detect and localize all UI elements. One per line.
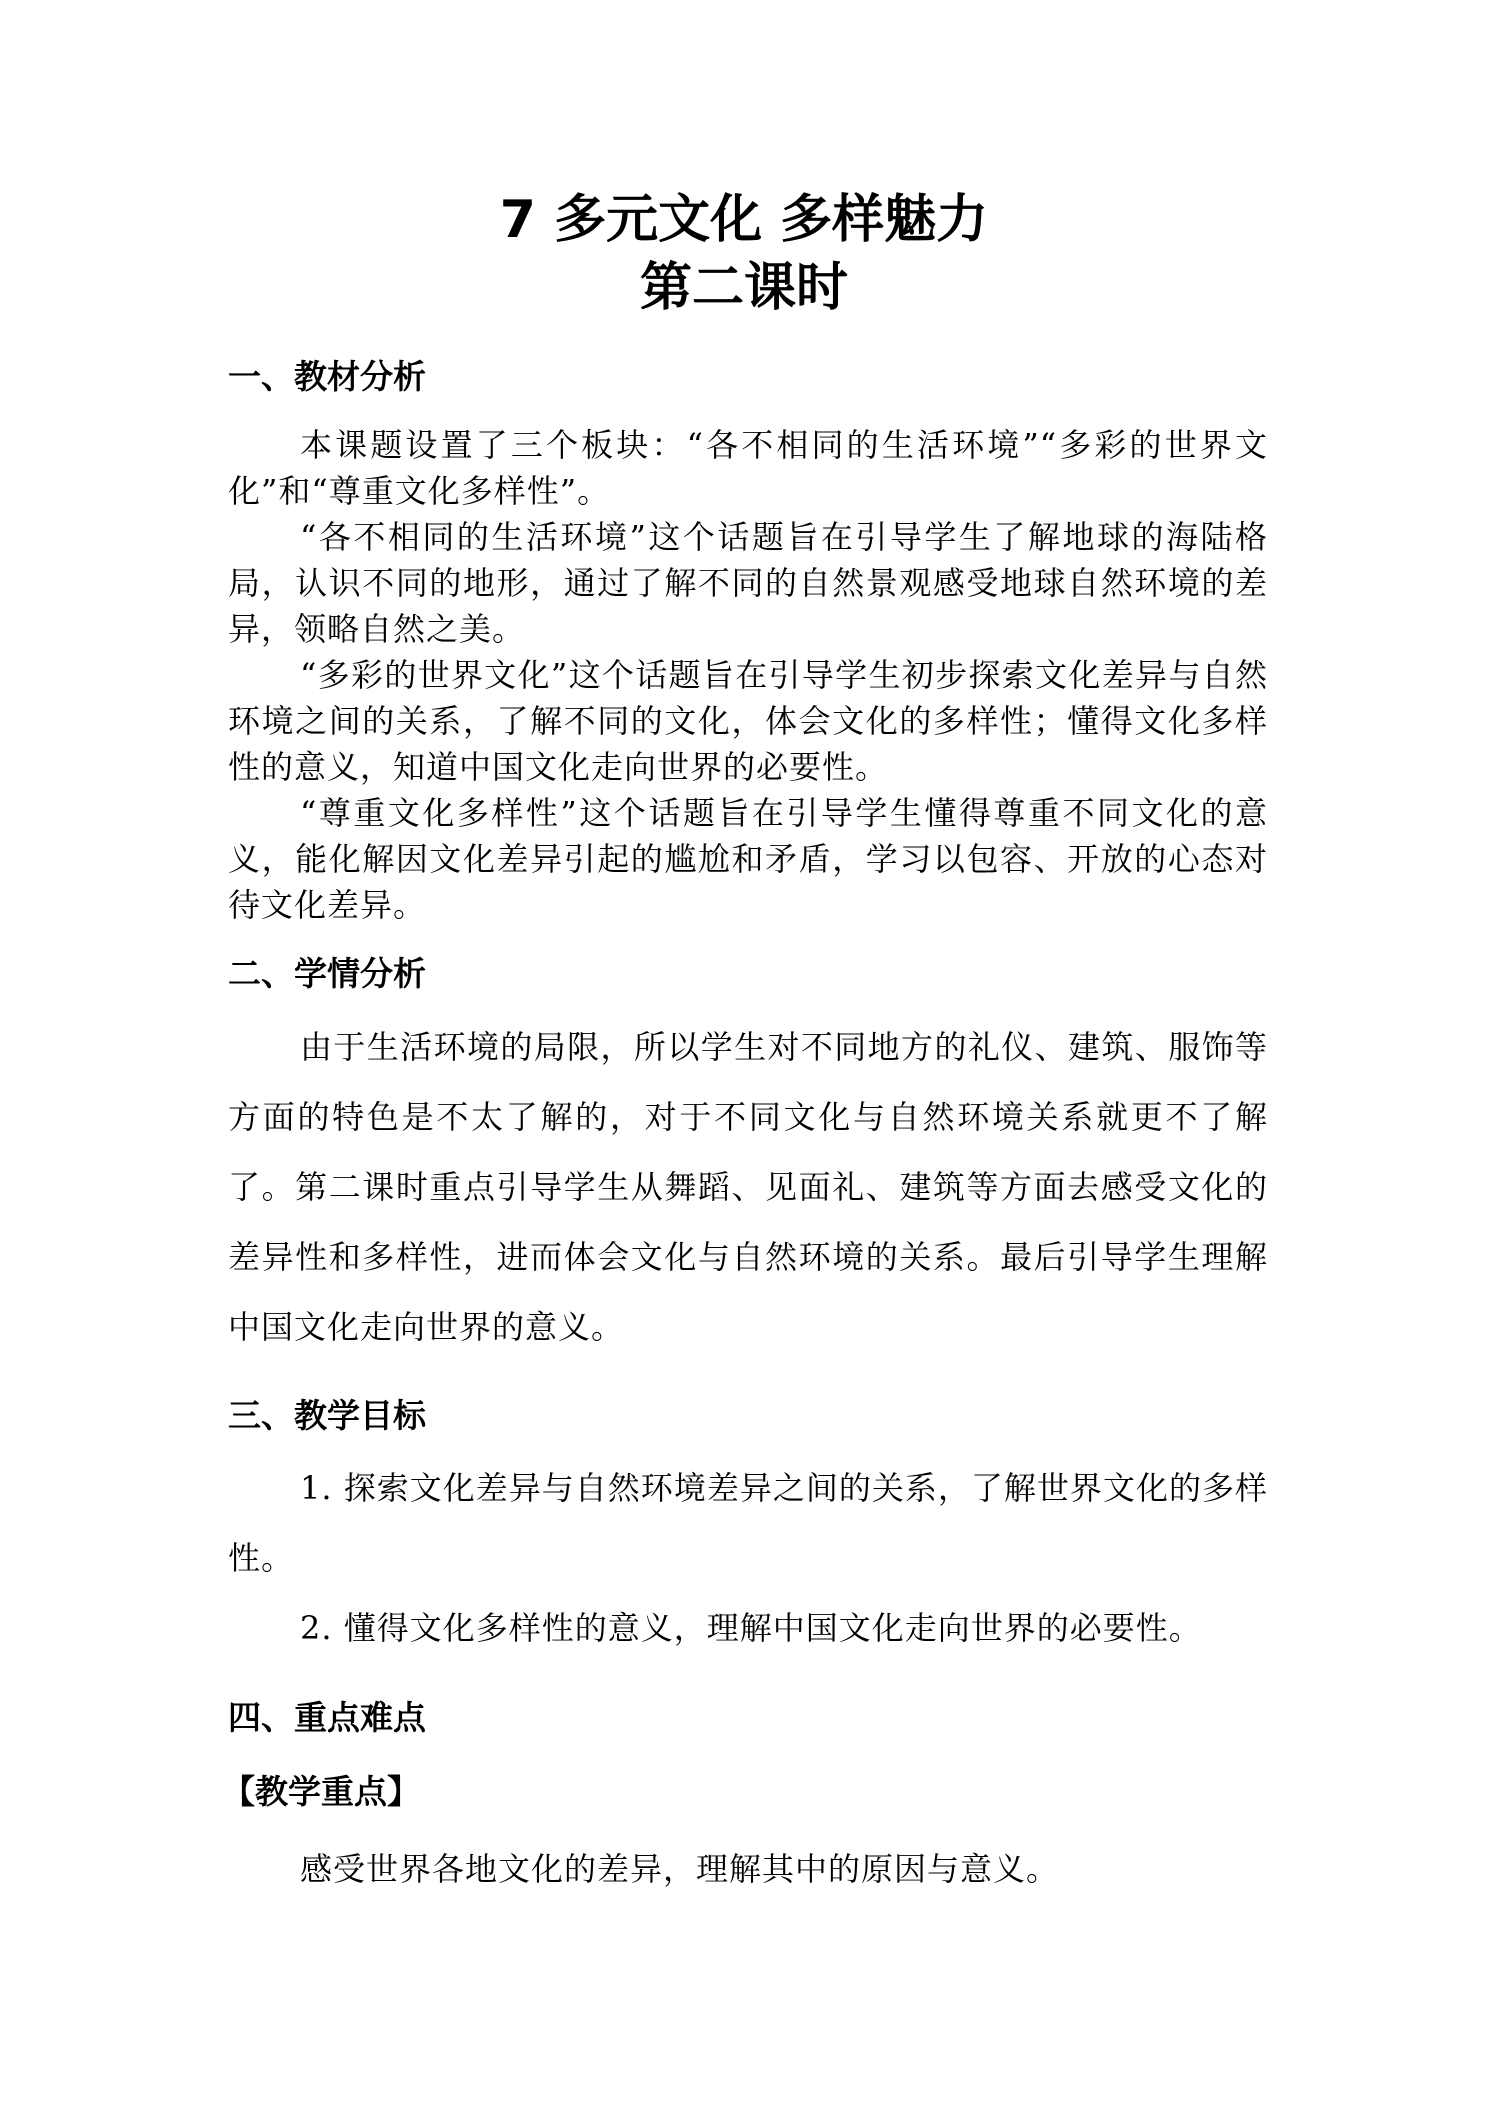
paragraph: 由于生活环境的局限，所以学生对不同地方的礼仪、建筑、服饰等方面的特色是不太了解的，对于不同文化与自然环境关系就更不了解了。第二课时重点引导学生从舞蹈、见面礼、建筑等方面去感受文化的差异性和多样性，进而体会文化与自然环境的关系。最后引导学生理解中国文化走向世界的意义。 xyxy=(228,1028,1268,1346)
lesson-subtitle: 第二课时 xyxy=(639,258,848,318)
subheading-teaching-focus: 【教学重点】 xyxy=(222,1772,420,1811)
textbook-analysis-body xyxy=(228,422,1268,928)
teaching-goals-body xyxy=(228,1453,1268,1663)
section-heading-learner-analysis: 二、学情分析 xyxy=(228,954,426,993)
paragraph: “尊重文化多样性”这个话题旨在引导学生懂得尊重不同文化的意义，能化解因文化差异引起的尴尬和矛盾，学习以包容、开放的心态对待文化差异。 xyxy=(228,794,1268,924)
learner-analysis-body xyxy=(228,1012,1268,1362)
teaching-focus-text: 感受世界各地文化的差异，理解其中的原因与意义。 xyxy=(300,1850,1060,1888)
paragraph: “各不相同的生活环境”这个话题旨在引导学生了解地球的海陆格局，认识不同的地形，通过了解不同的自然景观感受地球自然环境的差异，领略自然之美。 xyxy=(228,518,1268,648)
goal-item: 2. 懂得文化多样性的意义，理解中国文化走向世界的必要性。 xyxy=(300,1609,1202,1647)
section-heading-textbook-analysis: 一、教材分析 xyxy=(228,357,426,396)
section-heading-key-points: 四、重点难点 xyxy=(228,1698,426,1737)
paragraph: 本课题设置了三个板块：“各不相同的生活环境”“多彩的世界文化”和“尊重文化多样性”。 xyxy=(228,426,1268,510)
goal-item: 1. 探索文化差异与自然环境差异之间的关系，了解世界文化的多样性。 xyxy=(228,1469,1268,1577)
paragraph: “多彩的世界文化”这个话题旨在引导学生初步探索文化差异与自然环境之间的关系，了解不同的文化，体会文化的多样性；懂得文化多样性的意义，知道中国文化走向世界的必要性。 xyxy=(228,656,1268,786)
lesson-title: 7 多元文化 多样魅力 xyxy=(499,190,989,250)
section-heading-teaching-goals: 三、教学目标 xyxy=(228,1396,426,1435)
